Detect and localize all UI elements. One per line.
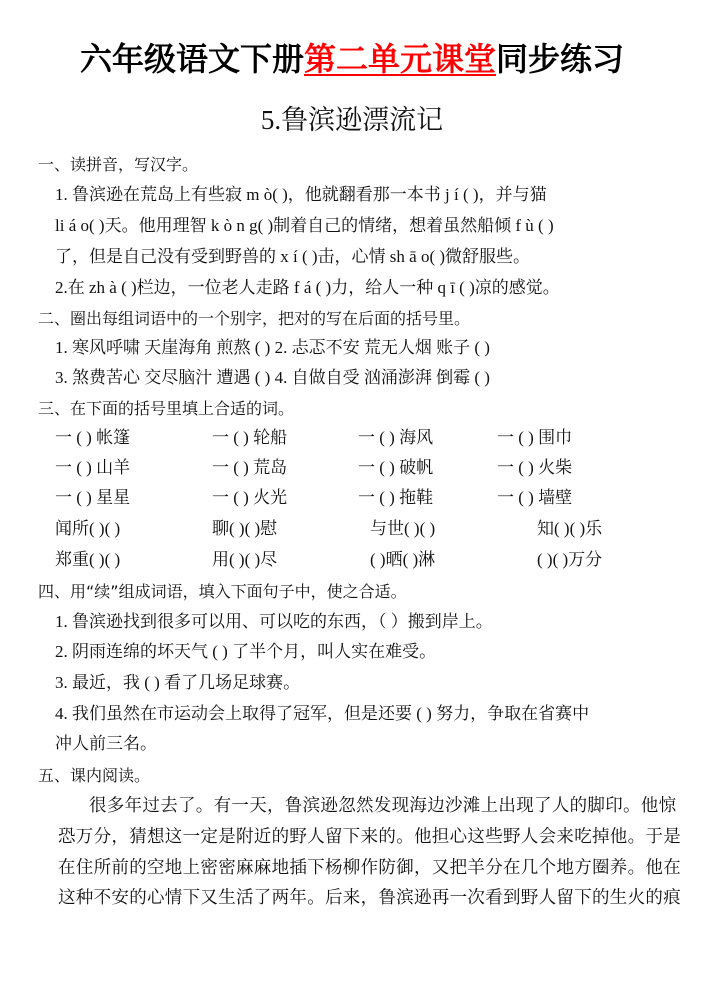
s3-cell: 一 ( ) 山羊 — [55, 458, 131, 477]
s3-cell: 一 ( ) 破帆 — [358, 458, 434, 477]
s3-cell: 一 ( ) 海风 — [358, 428, 434, 447]
s3-cell: 一 ( ) 帐篷 — [55, 428, 131, 447]
page-title — [0, 34, 704, 80]
s3-cell: 一 ( ) 荒岛 — [212, 458, 288, 477]
s3-idiom: 聊( )( )慰 — [212, 519, 278, 538]
s4-line-4: 4. 我们虽然在市运动会上取得了冠军，但是还要 ( ) 努力，争取在省赛中 — [55, 704, 590, 723]
s4-line-5: 冲人前三名。 — [55, 734, 157, 753]
s2-line-1: 1. 寒风呼啸 天崖海角 煎熬 ( ) 2. 忐忑不安 荒无人烟 账子 ( ) — [55, 338, 490, 357]
s3-idiom: 郑重( )( ) — [55, 550, 121, 569]
title-suffix: 同步练习 — [496, 40, 625, 78]
s3-cell: 一 ( ) 火光 — [212, 488, 288, 507]
s1-line-1: 1. 鲁滨逊在荒岛上有些寂 m ò( )，他就翻看那一本书 j í ( )，并与猫 — [55, 185, 547, 204]
s4-line-3: 3. 最近，我 ( ) 看了几场足球赛。 — [55, 673, 301, 692]
s3-cell: 一 ( ) 拖鞋 — [358, 488, 434, 507]
s3-cell: 一 ( ) 火柴 — [497, 458, 573, 477]
s3-cell: 一 ( ) 墙壁 — [497, 488, 573, 507]
s3-idiom: ( )( )万分 — [537, 550, 603, 569]
reading-line-1: 很多年过去了。有一天，鲁滨逊忽然发现海边沙滩上出现了人的脚印。他惊 — [89, 795, 677, 815]
reading-line-3: 在住所前的空地上密密麻麻地插下杨柳作防御，又把羊分在几个地方圈养。他在 — [58, 857, 681, 877]
s3-cell: 一 ( ) 星星 — [55, 488, 131, 507]
title-prefix: 六年级语文下册 — [79, 40, 304, 78]
section-4-heading: 四、用“续”组成词语，填入下面句子中，使之合适。 — [38, 582, 407, 601]
reading-line-4: 这种不安的心情下又生活了两年。后来，鲁滨逊再一次看到野人留下的生火的痕 — [58, 887, 681, 907]
lesson-title: 5.鲁滨逊漂流记 — [260, 105, 444, 135]
section-3-heading: 三、在下面的括号里填上合适的词。 — [38, 399, 295, 418]
s2-line-2: 3. 煞费苦心 交尽脑汁 遭遇 ( ) 4. 自做自受 汹涌澎湃 倒霉 ( ) — [55, 368, 490, 387]
section-5-heading: 五、课内阅读。 — [38, 766, 151, 785]
title-highlight: 第二单元课堂 — [303, 40, 496, 78]
s3-idiom: 知( )( )乐 — [537, 519, 603, 538]
s3-idiom: 与世( )( ) — [370, 519, 436, 538]
s1-line-2: li á o( )天。他用理智 k ò n g( )制着自己的情绪，想着虽然船倾 f ù ( ) — [55, 216, 554, 235]
s3-idiom: 闻所( )( ) — [55, 519, 121, 538]
s4-line-1: 1. 鲁滨逊找到很多可以用、可以吃的东西，（ ）搬到岸上。 — [55, 612, 493, 631]
section-1-heading: 一、读拼音，写汉字。 — [38, 155, 199, 174]
reading-line-2: 恐万分，猜想这一定是附近的野人留下来的。他担心这些野人会来吃掉他。于是 — [58, 826, 681, 846]
s3-cell: 一 ( ) 围巾 — [497, 428, 573, 447]
s1-line-4: 2.在 zh à ( )栏边，一位老人走路 f á ( )力，给人一种 q ī ( )凉的感觉。 — [55, 278, 560, 297]
s3-idiom: 用( )( )尽 — [212, 550, 278, 569]
s3-cell: 一 ( ) 轮船 — [212, 428, 288, 447]
s4-line-2: 2. 阴雨连绵的坏天气 ( ) 了半个月，叫人实在难受。 — [55, 642, 437, 661]
section-2-heading: 二、圈出每组词语中的一个别字，把对的写在后面的括号里。 — [38, 309, 471, 328]
s1-line-3: 了，但是自己没有受到野兽的 x í ( )击，心情 sh ā o( )微舒服些。 — [55, 247, 531, 266]
s3-idiom: ( )晒( )淋 — [370, 550, 436, 569]
